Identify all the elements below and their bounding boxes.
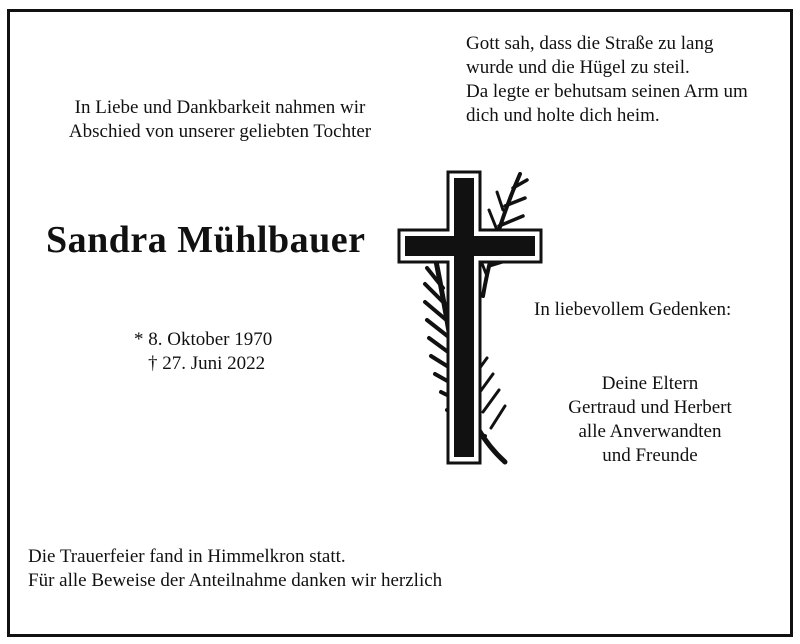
mourner-line: und Freunde bbox=[602, 445, 698, 466]
poem-text bbox=[466, 32, 748, 128]
birth-date: * 8. Oktober 1970 bbox=[134, 329, 273, 350]
footer-line: Für alle Beweise der Anteilnahme danken wir herzlich bbox=[28, 570, 443, 591]
memory-heading: In liebevollem Gedenken: bbox=[534, 299, 732, 320]
footer-text bbox=[28, 545, 442, 593]
mourner-line: Deine Eltern bbox=[601, 373, 699, 394]
deceased-name: Sandra Mühlbauer bbox=[46, 219, 366, 261]
poem-line: dich und holte dich heim. bbox=[466, 105, 660, 126]
footer-line: Die Trauerfeier fand in Himmelkron statt. bbox=[28, 546, 346, 567]
mourner-line: Gertraud und Herbert bbox=[568, 397, 732, 418]
death-date: † 27. Juni 2022 bbox=[148, 353, 266, 374]
mourners-list bbox=[520, 372, 780, 468]
poem-line: wurde und die Hügel zu steil. bbox=[466, 57, 690, 78]
poem-line: Gott sah, dass die Straße zu lang bbox=[466, 33, 714, 54]
mourner-line: alle Anverwandten bbox=[578, 421, 722, 442]
intro-text bbox=[40, 96, 400, 144]
intro-line: In Liebe und Dankbarkeit nahmen wir bbox=[74, 97, 366, 118]
poem-line: Da legte er behutsam seinen Arm um bbox=[466, 81, 748, 102]
intro-line: Abschied von unserer geliebten Tochter bbox=[68, 121, 372, 142]
